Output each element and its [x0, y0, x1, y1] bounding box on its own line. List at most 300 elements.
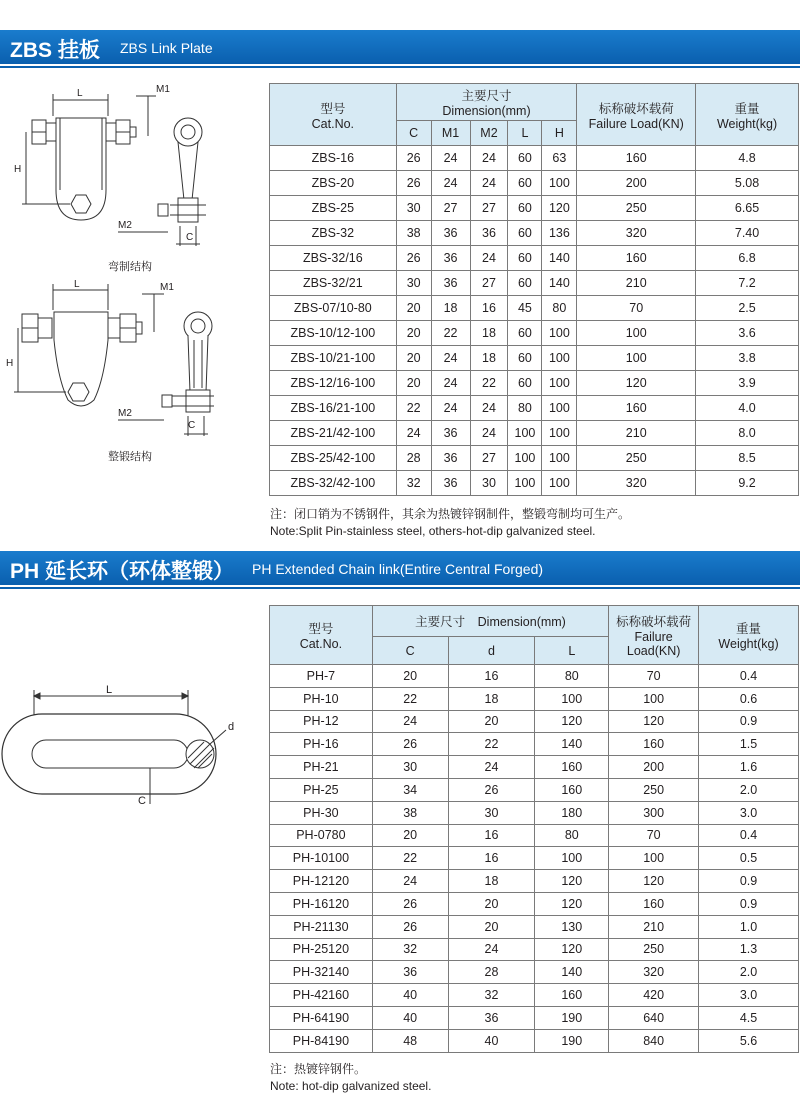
- ph-subcol-l: L: [535, 637, 609, 665]
- table-cell: 160: [609, 892, 699, 915]
- table-cell: 4.5: [699, 1006, 799, 1029]
- table-cell: 100: [542, 421, 577, 446]
- table-row: [270, 847, 799, 870]
- zbs-header-weight: [696, 84, 799, 146]
- cell-model: PH-16120: [270, 892, 373, 915]
- table-cell: 1.5: [699, 733, 799, 756]
- table-cell: 24: [470, 396, 508, 421]
- table-cell: 100: [542, 446, 577, 471]
- ph-header-model-en: Cat.No.: [299, 637, 343, 651]
- zbs-fig2-label-m2: M2: [118, 408, 132, 419]
- ph-chain-link-drawing: [0, 680, 262, 820]
- cell-model: ZBS-32/16: [270, 246, 397, 271]
- table-cell: 36: [431, 221, 470, 246]
- table-cell: 0.6: [699, 687, 799, 710]
- table-cell: 100: [609, 687, 699, 710]
- banner-rule: [0, 66, 800, 68]
- zbs-title: ZBS 挂板: [10, 39, 100, 62]
- table-cell: 18: [448, 870, 535, 893]
- table-cell: 24: [396, 421, 431, 446]
- table-cell: 27: [470, 446, 508, 471]
- zbs-subcol-m1: M1: [431, 121, 470, 146]
- table-cell: 0.9: [699, 710, 799, 733]
- table-cell: 100: [577, 321, 696, 346]
- table-cell: 38: [372, 801, 448, 824]
- table-cell: 3.9: [696, 371, 799, 396]
- ph-header-dimension: 主要尺寸 Dimension(mm): [372, 606, 608, 637]
- ph-subcol-c: C: [372, 637, 448, 665]
- cell-model: PH-25120: [270, 938, 373, 961]
- table-cell: 5.6: [699, 1029, 799, 1052]
- table-cell: 26: [372, 733, 448, 756]
- table-cell: 20: [448, 710, 535, 733]
- ph-header-load-en2: Load(KN): [626, 644, 681, 658]
- table-cell: 100: [508, 471, 542, 496]
- table-cell: 250: [609, 938, 699, 961]
- table-cell: 140: [542, 271, 577, 296]
- table-row: [270, 961, 799, 984]
- ph-fig-label-d: d: [228, 721, 235, 733]
- table-cell: 120: [535, 892, 609, 915]
- table-cell: 160: [535, 984, 609, 1007]
- table-cell: 160: [577, 146, 696, 171]
- cell-model: PH-30: [270, 801, 373, 824]
- table-cell: 100: [542, 396, 577, 421]
- table-cell: 80: [535, 665, 609, 688]
- ph-header-model: [270, 606, 373, 665]
- table-cell: 120: [542, 196, 577, 221]
- zbs-subcol-c: C: [396, 121, 431, 146]
- table-cell: 1.6: [699, 756, 799, 779]
- table-cell: 640: [609, 1006, 699, 1029]
- table-cell: 60: [508, 246, 542, 271]
- table-row: [270, 687, 799, 710]
- cell-model: PH-32140: [270, 961, 373, 984]
- table-cell: 100: [542, 471, 577, 496]
- table-cell: 200: [577, 171, 696, 196]
- table-cell: 8.0: [696, 421, 799, 446]
- table-cell: 2.0: [699, 778, 799, 801]
- table-row: [270, 824, 799, 847]
- zbs-fig1-label-c: C: [186, 232, 194, 243]
- zbs-header-load-en: Failure Load(KN): [588, 116, 684, 131]
- cell-model: ZBS-32/42-100: [270, 471, 397, 496]
- table-row: [270, 321, 799, 346]
- table-cell: 32: [448, 984, 535, 1007]
- table-cell: 36: [431, 421, 470, 446]
- cell-model: ZBS-25: [270, 196, 397, 221]
- table-row: [270, 1029, 799, 1052]
- zbs-note: [270, 506, 630, 540]
- table-cell: 26: [396, 246, 431, 271]
- table-cell: 22: [372, 847, 448, 870]
- table-cell: 16: [448, 824, 535, 847]
- table-row: [270, 246, 799, 271]
- table-cell: 40: [372, 1006, 448, 1029]
- table-cell: 120: [577, 371, 696, 396]
- table-cell: 63: [542, 146, 577, 171]
- table-cell: 5.08: [696, 171, 799, 196]
- table-cell: 130: [535, 915, 609, 938]
- table-cell: 120: [609, 870, 699, 893]
- cell-model: PH-21130: [270, 915, 373, 938]
- ph-header-load-en1: Failure: [634, 630, 673, 644]
- table-row: [270, 221, 799, 246]
- table-cell: 20: [448, 915, 535, 938]
- table-row: [270, 146, 799, 171]
- zbs-fig2-label-c: C: [188, 420, 196, 431]
- table-cell: 120: [535, 938, 609, 961]
- table-cell: 100: [535, 847, 609, 870]
- table-row: [270, 171, 799, 196]
- table-cell: 160: [535, 756, 609, 779]
- table-cell: 27: [470, 271, 508, 296]
- table-cell: 100: [542, 371, 577, 396]
- table-cell: 36: [431, 246, 470, 271]
- cell-model: ZBS-20: [270, 171, 397, 196]
- zbs-fig2-label-m1: M1: [160, 282, 174, 293]
- table-cell: 3.6: [696, 321, 799, 346]
- ph-note-cn: 注：热镀锌钢件。: [270, 1062, 367, 1076]
- table-cell: 27: [470, 196, 508, 221]
- zbs-header-weight-cn: 重量: [734, 101, 760, 116]
- table-cell: 9.2: [696, 471, 799, 496]
- ph-header-weight: [699, 606, 799, 665]
- table-cell: 3.0: [699, 801, 799, 824]
- cell-model: ZBS-10/12-100: [270, 321, 397, 346]
- table-cell: 250: [609, 778, 699, 801]
- cell-model: ZBS-12/16-100: [270, 371, 397, 396]
- table-cell: 20: [372, 824, 448, 847]
- cell-model: PH-42160: [270, 984, 373, 1007]
- zbs-header-load-cn: 标称破坏载荷: [598, 101, 674, 116]
- zbs-fig2-label-l: L: [74, 279, 80, 290]
- table-cell: 2.0: [699, 961, 799, 984]
- table-cell: 100: [542, 171, 577, 196]
- table-cell: 100: [508, 446, 542, 471]
- zbs-note-en: Note:Split Pin-stainless steel, others-hot-dip galvanized steel.: [270, 524, 596, 538]
- zbs-subcol-l: L: [508, 121, 542, 146]
- table-cell: 22: [396, 396, 431, 421]
- table-cell: 45: [508, 296, 542, 321]
- table-row: [270, 733, 799, 756]
- table-cell: 26: [396, 171, 431, 196]
- table-cell: 30: [396, 271, 431, 296]
- zbs-header-dim-en: Dimension(mm): [442, 104, 531, 118]
- table-row: [270, 446, 799, 471]
- table-cell: 24: [470, 246, 508, 271]
- table-cell: 30: [372, 756, 448, 779]
- table-cell: 24: [431, 146, 470, 171]
- table-cell: 26: [396, 146, 431, 171]
- zbs-fig1-label-h: H: [14, 164, 22, 175]
- table-cell: 210: [577, 421, 696, 446]
- table-cell: 0.4: [699, 665, 799, 688]
- table-row: [270, 196, 799, 221]
- table-row: [270, 421, 799, 446]
- zbs-fig1-label-l: L: [77, 88, 83, 99]
- table-row: [270, 756, 799, 779]
- ph-subcol-d: d: [448, 637, 535, 665]
- cell-model: PH-84190: [270, 1029, 373, 1052]
- table-row: [270, 371, 799, 396]
- table-cell: 60: [508, 346, 542, 371]
- table-row: [270, 892, 799, 915]
- table-cell: 24: [448, 756, 535, 779]
- cell-model: PH-64190: [270, 1006, 373, 1029]
- table-cell: 40: [448, 1029, 535, 1052]
- table-cell: 18: [470, 346, 508, 371]
- ph-table-body: [270, 665, 799, 1053]
- table-cell: 22: [372, 687, 448, 710]
- table-cell: 20: [396, 371, 431, 396]
- table-cell: 70: [577, 296, 696, 321]
- table-cell: 190: [535, 1029, 609, 1052]
- table-cell: 840: [609, 1029, 699, 1052]
- table-cell: 100: [609, 847, 699, 870]
- ph-header-load: [609, 606, 699, 665]
- table-cell: 30: [396, 196, 431, 221]
- table-cell: 200: [609, 756, 699, 779]
- table-cell: 160: [609, 733, 699, 756]
- table-cell: 140: [535, 961, 609, 984]
- zbs-forged-drawing: [8, 280, 258, 440]
- cell-model: PH-25: [270, 778, 373, 801]
- table-cell: 180: [535, 801, 609, 824]
- table-cell: 16: [448, 665, 535, 688]
- table-row: [270, 665, 799, 688]
- table-cell: 38: [396, 221, 431, 246]
- table-cell: 36: [470, 221, 508, 246]
- zbs-header-model-en: Cat.No.: [311, 116, 355, 131]
- ph-subtitle: PH Extended Chain link(Entire Central Forged): [252, 561, 544, 577]
- table-cell: 18: [431, 296, 470, 321]
- table-row: [270, 296, 799, 321]
- table-cell: 32: [372, 938, 448, 961]
- table-cell: 26: [372, 915, 448, 938]
- cell-model: ZBS-32/21: [270, 271, 397, 296]
- table-cell: 24: [372, 870, 448, 893]
- zbs-fig2-label-h: H: [6, 358, 14, 369]
- table-cell: 60: [508, 371, 542, 396]
- table-cell: 22: [470, 371, 508, 396]
- zbs-header-weight-en: Weight(kg): [716, 116, 778, 131]
- zbs-subcol-h: H: [542, 121, 577, 146]
- table-cell: 16: [448, 847, 535, 870]
- table-cell: 250: [577, 446, 696, 471]
- table-cell: 36: [448, 1006, 535, 1029]
- zbs-header-model-cn: 型号: [320, 101, 346, 116]
- table-cell: 136: [542, 221, 577, 246]
- table-cell: 4.8: [696, 146, 799, 171]
- zbs-table-body: [270, 146, 799, 496]
- table-cell: 0.9: [699, 892, 799, 915]
- cell-model: ZBS-16/21-100: [270, 396, 397, 421]
- table-cell: 20: [396, 321, 431, 346]
- table-cell: 320: [609, 961, 699, 984]
- table-cell: 24: [470, 171, 508, 196]
- table-row: [270, 346, 799, 371]
- zbs-fig1-label-m2: M2: [118, 220, 132, 231]
- table-cell: 6.8: [696, 246, 799, 271]
- table-cell: 26: [448, 778, 535, 801]
- ph-section-banner: [0, 551, 800, 585]
- table-cell: 27: [431, 196, 470, 221]
- table-cell: 120: [535, 710, 609, 733]
- cell-model: PH-21: [270, 756, 373, 779]
- table-cell: 140: [535, 733, 609, 756]
- table-cell: 24: [470, 146, 508, 171]
- table-row: [270, 271, 799, 296]
- table-cell: 20: [448, 892, 535, 915]
- table-cell: 40: [372, 984, 448, 1007]
- table-cell: 80: [542, 296, 577, 321]
- cell-model: PH-12: [270, 710, 373, 733]
- ph-header-model-cn: 型号: [308, 622, 334, 636]
- table-cell: 20: [372, 665, 448, 688]
- table-cell: 0.5: [699, 847, 799, 870]
- zbs-note-cn: 注：闭口销为不锈钢件，其余为热镀锌钢制件，整锻弯制均可生产。: [270, 507, 631, 521]
- table-cell: 60: [508, 321, 542, 346]
- table-cell: 0.9: [699, 870, 799, 893]
- table-row: [270, 710, 799, 733]
- banner-rule: [0, 587, 800, 589]
- table-cell: 320: [577, 471, 696, 496]
- cell-model: PH-12120: [270, 870, 373, 893]
- table-cell: 36: [431, 446, 470, 471]
- cell-model: ZBS-16: [270, 146, 397, 171]
- table-cell: 2.5: [696, 296, 799, 321]
- table-cell: 100: [577, 346, 696, 371]
- table-cell: 1.0: [699, 915, 799, 938]
- table-cell: 80: [508, 396, 542, 421]
- cell-model: ZBS-21/42-100: [270, 421, 397, 446]
- table-cell: 60: [508, 171, 542, 196]
- ph-header-weight-en: Weight(kg): [718, 637, 779, 651]
- table-cell: 320: [577, 221, 696, 246]
- table-cell: 24: [431, 396, 470, 421]
- zbs-fig2-caption: 整锻结构: [108, 451, 152, 463]
- table-cell: 24: [431, 346, 470, 371]
- table-cell: 24: [372, 710, 448, 733]
- table-cell: 100: [535, 687, 609, 710]
- table-row: [270, 938, 799, 961]
- table-cell: 100: [542, 346, 577, 371]
- table-cell: 3.8: [696, 346, 799, 371]
- cell-model: PH-10100: [270, 847, 373, 870]
- table-cell: 3.0: [699, 984, 799, 1007]
- table-cell: 7.2: [696, 271, 799, 296]
- table-cell: 28: [448, 961, 535, 984]
- table-cell: 26: [372, 892, 448, 915]
- table-cell: 30: [470, 471, 508, 496]
- zbs-header-dimension: [396, 84, 577, 121]
- table-row: [270, 778, 799, 801]
- table-cell: 30: [448, 801, 535, 824]
- table-cell: 60: [508, 221, 542, 246]
- table-cell: 24: [448, 938, 535, 961]
- zbs-section-banner: [0, 30, 800, 64]
- cell-model: ZBS-25/42-100: [270, 446, 397, 471]
- table-cell: 420: [609, 984, 699, 1007]
- table-cell: 36: [372, 961, 448, 984]
- table-cell: 24: [470, 421, 508, 446]
- cell-model: ZBS-07/10-80: [270, 296, 397, 321]
- table-cell: 18: [470, 321, 508, 346]
- table-cell: 70: [609, 665, 699, 688]
- table-row: [270, 801, 799, 824]
- table-cell: 8.5: [696, 446, 799, 471]
- table-cell: 34: [372, 778, 448, 801]
- table-cell: 60: [508, 196, 542, 221]
- table-cell: 20: [396, 296, 431, 321]
- table-row: [270, 396, 799, 421]
- ph-fig-label-c: C: [138, 795, 146, 807]
- ph-note-en: Note: hot-dip galvanized steel.: [270, 1079, 432, 1093]
- table-cell: 210: [577, 271, 696, 296]
- zbs-subcol-m2: M2: [470, 121, 508, 146]
- table-cell: 16: [470, 296, 508, 321]
- table-cell: 100: [508, 421, 542, 446]
- table-row: [270, 915, 799, 938]
- table-row: [270, 870, 799, 893]
- table-cell: 0.4: [699, 824, 799, 847]
- table-row: [270, 1006, 799, 1029]
- table-cell: 140: [542, 246, 577, 271]
- table-cell: 24: [431, 171, 470, 196]
- table-row: [270, 471, 799, 496]
- table-cell: 160: [577, 246, 696, 271]
- table-cell: 7.40: [696, 221, 799, 246]
- ph-spec-table: [269, 605, 799, 1053]
- ph-header-load-cn: 标称破坏载荷: [616, 615, 692, 629]
- cell-model: PH-0780: [270, 824, 373, 847]
- table-cell: 160: [577, 396, 696, 421]
- table-cell: 120: [535, 870, 609, 893]
- table-cell: 18: [448, 687, 535, 710]
- zbs-spec-table: [269, 83, 799, 496]
- ph-header-weight-cn: 重量: [736, 622, 762, 636]
- zbs-fig1-caption: 弯制结构: [108, 261, 152, 273]
- table-cell: 250: [577, 196, 696, 221]
- table-cell: 4.0: [696, 396, 799, 421]
- cell-model: PH-7: [270, 665, 373, 688]
- table-cell: 120: [609, 710, 699, 733]
- table-cell: 210: [609, 915, 699, 938]
- ph-title: PH 延长环（环体整锻）: [10, 560, 235, 583]
- table-cell: 22: [448, 733, 535, 756]
- table-cell: 36: [431, 471, 470, 496]
- zbs-bent-drawing: [8, 80, 258, 250]
- table-cell: 300: [609, 801, 699, 824]
- table-cell: 22: [431, 321, 470, 346]
- table-cell: 48: [372, 1029, 448, 1052]
- zbs-header-load: [577, 84, 696, 146]
- table-cell: 6.65: [696, 196, 799, 221]
- table-cell: 100: [542, 321, 577, 346]
- table-cell: 190: [535, 1006, 609, 1029]
- cell-model: ZBS-32: [270, 221, 397, 246]
- ph-note: [270, 1061, 431, 1095]
- zbs-fig1-label-m1: M1: [156, 84, 170, 95]
- zbs-header-model: [270, 84, 397, 146]
- table-cell: 36: [431, 271, 470, 296]
- table-cell: 160: [535, 778, 609, 801]
- table-cell: 60: [508, 146, 542, 171]
- table-cell: 24: [431, 371, 470, 396]
- cell-model: ZBS-10/21-100: [270, 346, 397, 371]
- table-cell: 32: [396, 471, 431, 496]
